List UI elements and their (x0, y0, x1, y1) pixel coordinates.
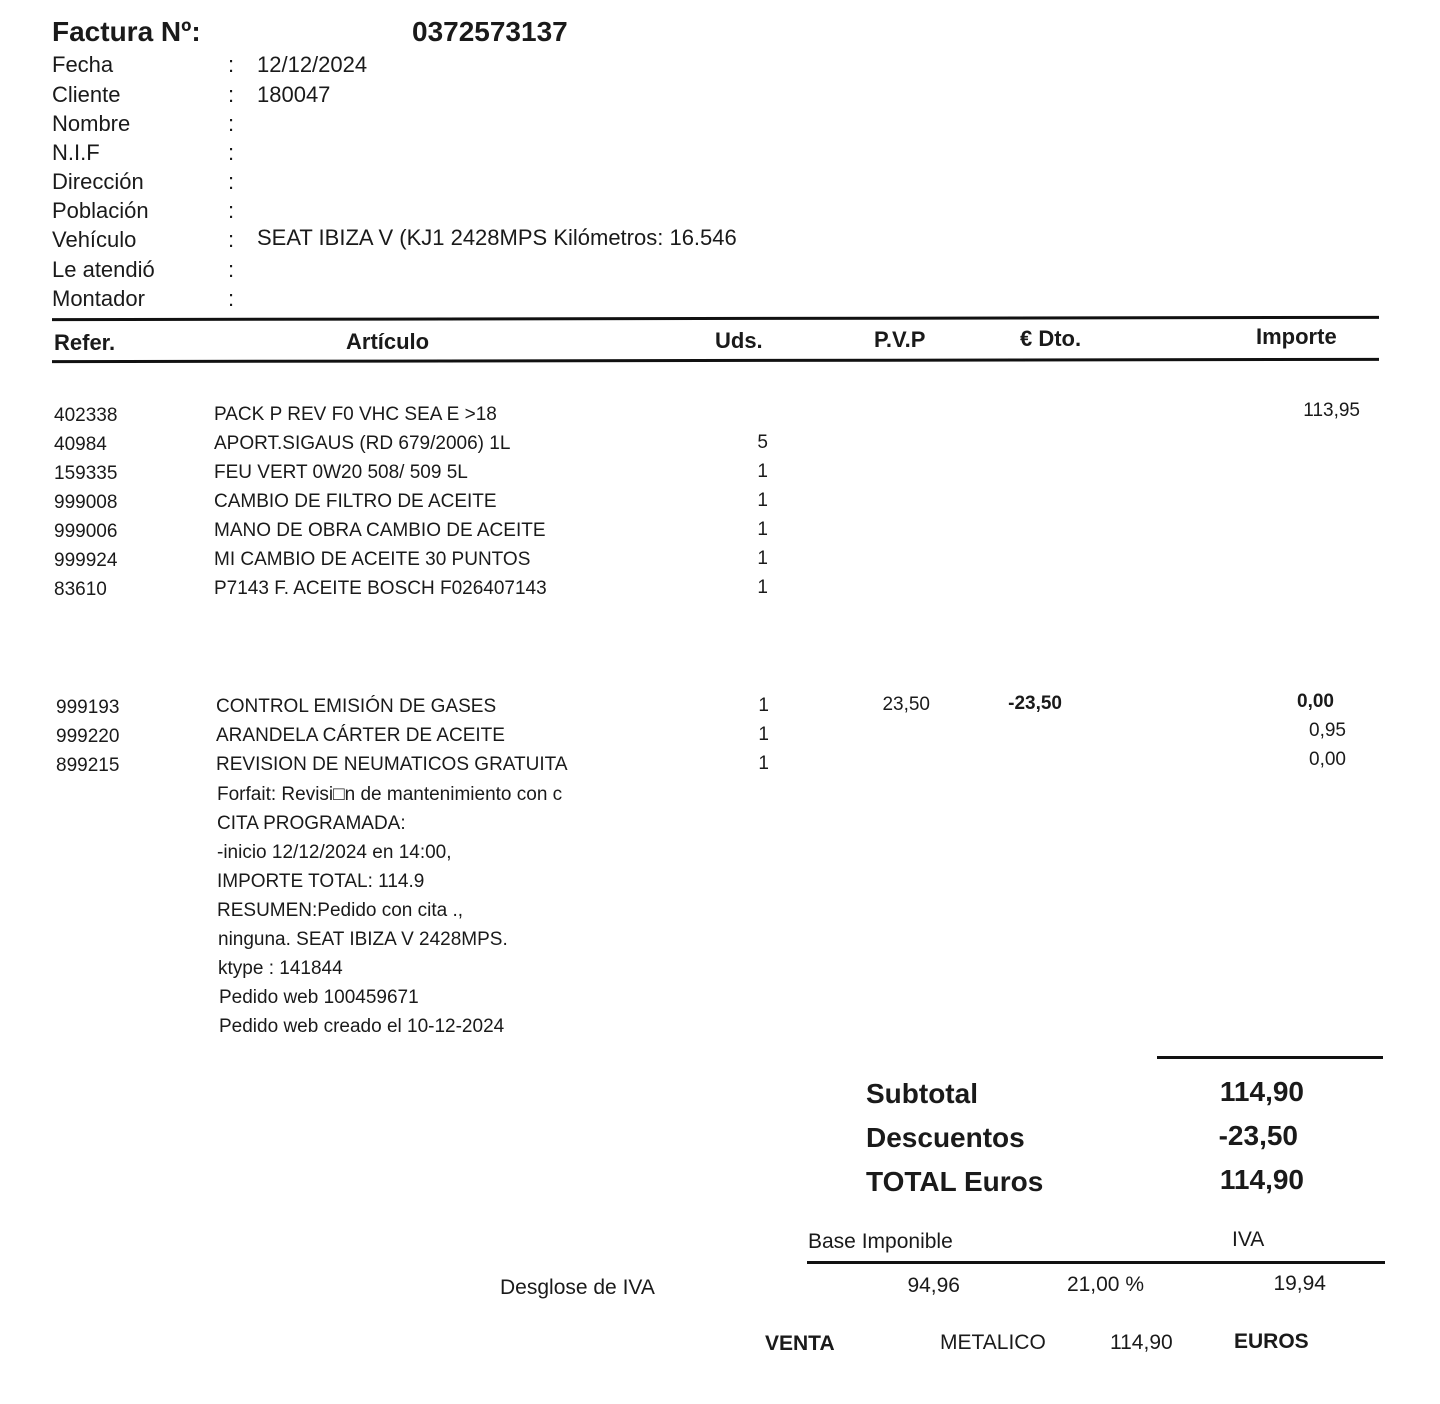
subtotal-value: 114,90 (1219, 1076, 1304, 1107)
field-label-direccion: Dirección (52, 169, 144, 194)
cell-ref: 83610 (54, 579, 107, 600)
header-dto: € Dto. (1020, 326, 1082, 351)
field-colon: : (228, 52, 235, 77)
field-colon: : (228, 169, 235, 194)
field-colon: : (228, 82, 235, 107)
payment-currency: EUROS (1234, 1330, 1309, 1353)
iva-base-value: 94,96 (907, 1274, 960, 1297)
note-line: RESUMEN:Pedido con cita ., (217, 900, 464, 921)
cell-importe: 113,95 (1303, 400, 1360, 421)
cell-articulo: REVISION DE NEUMATICOS GRATUITA (216, 754, 568, 775)
invoice-title-label: Factura Nº: (52, 16, 201, 47)
note-line: Pedido web 100459671 (219, 987, 419, 1008)
cell-ref: 402338 (54, 405, 118, 426)
cell-uds: 1 (758, 753, 769, 774)
totals-rule (1157, 1056, 1383, 1059)
cell-ref: 999006 (54, 521, 118, 542)
iva-base-header: Base Imponible (808, 1230, 953, 1253)
invoice-number: 0372573137 (412, 16, 568, 47)
cell-ref: 40984 (54, 434, 107, 455)
header-pvp: P.V.P (874, 327, 926, 352)
field-value-vehiculo: SEAT IBIZA V (KJ1 2428MPS Kilómetros: 16.546 (257, 225, 737, 250)
field-colon: : (228, 140, 235, 165)
cell-importe: 0,95 (1309, 720, 1346, 741)
header-ref: Refer. (54, 330, 116, 355)
field-colon: : (228, 111, 235, 136)
field-colon: : (228, 198, 235, 223)
descuentos-value: -23,50 (1218, 1120, 1298, 1151)
note-line: -inicio 12/12/2024 en 14:00, (217, 842, 452, 863)
cell-uds: 1 (757, 548, 768, 569)
iva-value: 19,94 (1273, 1272, 1326, 1295)
field-label-vehiculo: Vehículo (52, 227, 137, 252)
cell-articulo: FEU VERT 0W20 508/ 509 5L (214, 462, 468, 483)
cell-articulo: MANO DE OBRA CAMBIO DE ACEITE (214, 520, 546, 541)
iva-rule (807, 1261, 1385, 1264)
cell-uds: 1 (757, 577, 768, 598)
field-colon: : (228, 286, 235, 311)
cell-ref: 999924 (54, 550, 118, 571)
field-colon: : (228, 257, 235, 282)
payment-method: METALICO (940, 1331, 1046, 1354)
total-label: TOTAL Euros (866, 1166, 1044, 1197)
subtotal-label: Subtotal (866, 1078, 978, 1109)
cell-importe: 0,00 (1309, 749, 1346, 770)
cell-pvp: 23,50 (882, 694, 930, 715)
note-line: Pedido web creado el 10-12-2024 (219, 1016, 505, 1037)
note-line: CITA PROGRAMADA: (217, 813, 406, 834)
field-value-fecha: 12/12/2024 (257, 52, 368, 77)
iva-label: Desglose de IVA (500, 1276, 655, 1299)
cell-articulo: CONTROL EMISIÓN DE GASES (216, 696, 497, 717)
cell-importe: 0,00 (1297, 691, 1334, 712)
header-articulo: Artículo (346, 329, 430, 354)
cell-ref: 999193 (56, 697, 120, 718)
cell-uds: 1 (758, 724, 769, 745)
header-uds: Uds. (715, 328, 763, 353)
cell-uds: 5 (757, 432, 768, 453)
table-header-bottom-rule (52, 358, 1379, 363)
note-line: Forfait: Revisi□n de mantenimiento con c (217, 784, 563, 805)
note-line: ninguna. SEAT IBIZA V 2428MPS. (218, 929, 508, 950)
cell-articulo: P7143 F. ACEITE BOSCH F026407143 (214, 578, 547, 599)
iva-rate: 21,00 % (1066, 1273, 1144, 1296)
cell-articulo: CAMBIO DE FILTRO DE ACEITE (214, 491, 497, 512)
field-colon: : (228, 227, 235, 252)
cell-uds: 1 (757, 519, 768, 540)
payment-amount: 114,90 (1110, 1331, 1173, 1354)
field-label-nombre: Nombre (52, 111, 131, 136)
field-label-montador: Montador (52, 286, 145, 311)
field-value-cliente: 180047 (257, 82, 331, 107)
cell-ref: 899215 (56, 755, 120, 776)
cell-ref: 159335 (54, 463, 118, 484)
table-top-rule (52, 316, 1379, 321)
descuentos-label: Descuentos (866, 1122, 1025, 1153)
cell-dto: -23,50 (1008, 693, 1062, 714)
field-label-fecha: Fecha (52, 52, 114, 77)
field-label-cliente: Cliente (52, 82, 121, 107)
cell-ref: 999220 (56, 726, 120, 747)
note-line: ktype : 141844 (218, 958, 343, 979)
payment-type: VENTA (765, 1332, 835, 1355)
iva-header: IVA (1232, 1228, 1265, 1251)
total-value: 114,90 (1219, 1164, 1304, 1195)
cell-articulo: PACK P REV F0 VHC SEA E >18 (214, 404, 497, 425)
note-line: IMPORTE TOTAL: 114.9 (217, 871, 425, 892)
cell-ref: 999008 (54, 492, 118, 513)
cell-uds: 1 (757, 490, 768, 511)
cell-articulo: APORT.SIGAUS (RD 679/2006) 1L (214, 433, 511, 454)
header-importe: Importe (1256, 324, 1337, 349)
field-label-le-atendio: Le atendió (52, 257, 155, 282)
field-label-nif: N.I.F (52, 140, 100, 165)
cell-articulo: MI CAMBIO DE ACEITE 30 PUNTOS (214, 549, 531, 570)
cell-uds: 1 (758, 695, 769, 716)
field-label-poblacion: Población (52, 198, 149, 223)
cell-articulo: ARANDELA CÁRTER DE ACEITE (216, 725, 505, 746)
cell-uds: 1 (757, 461, 768, 482)
